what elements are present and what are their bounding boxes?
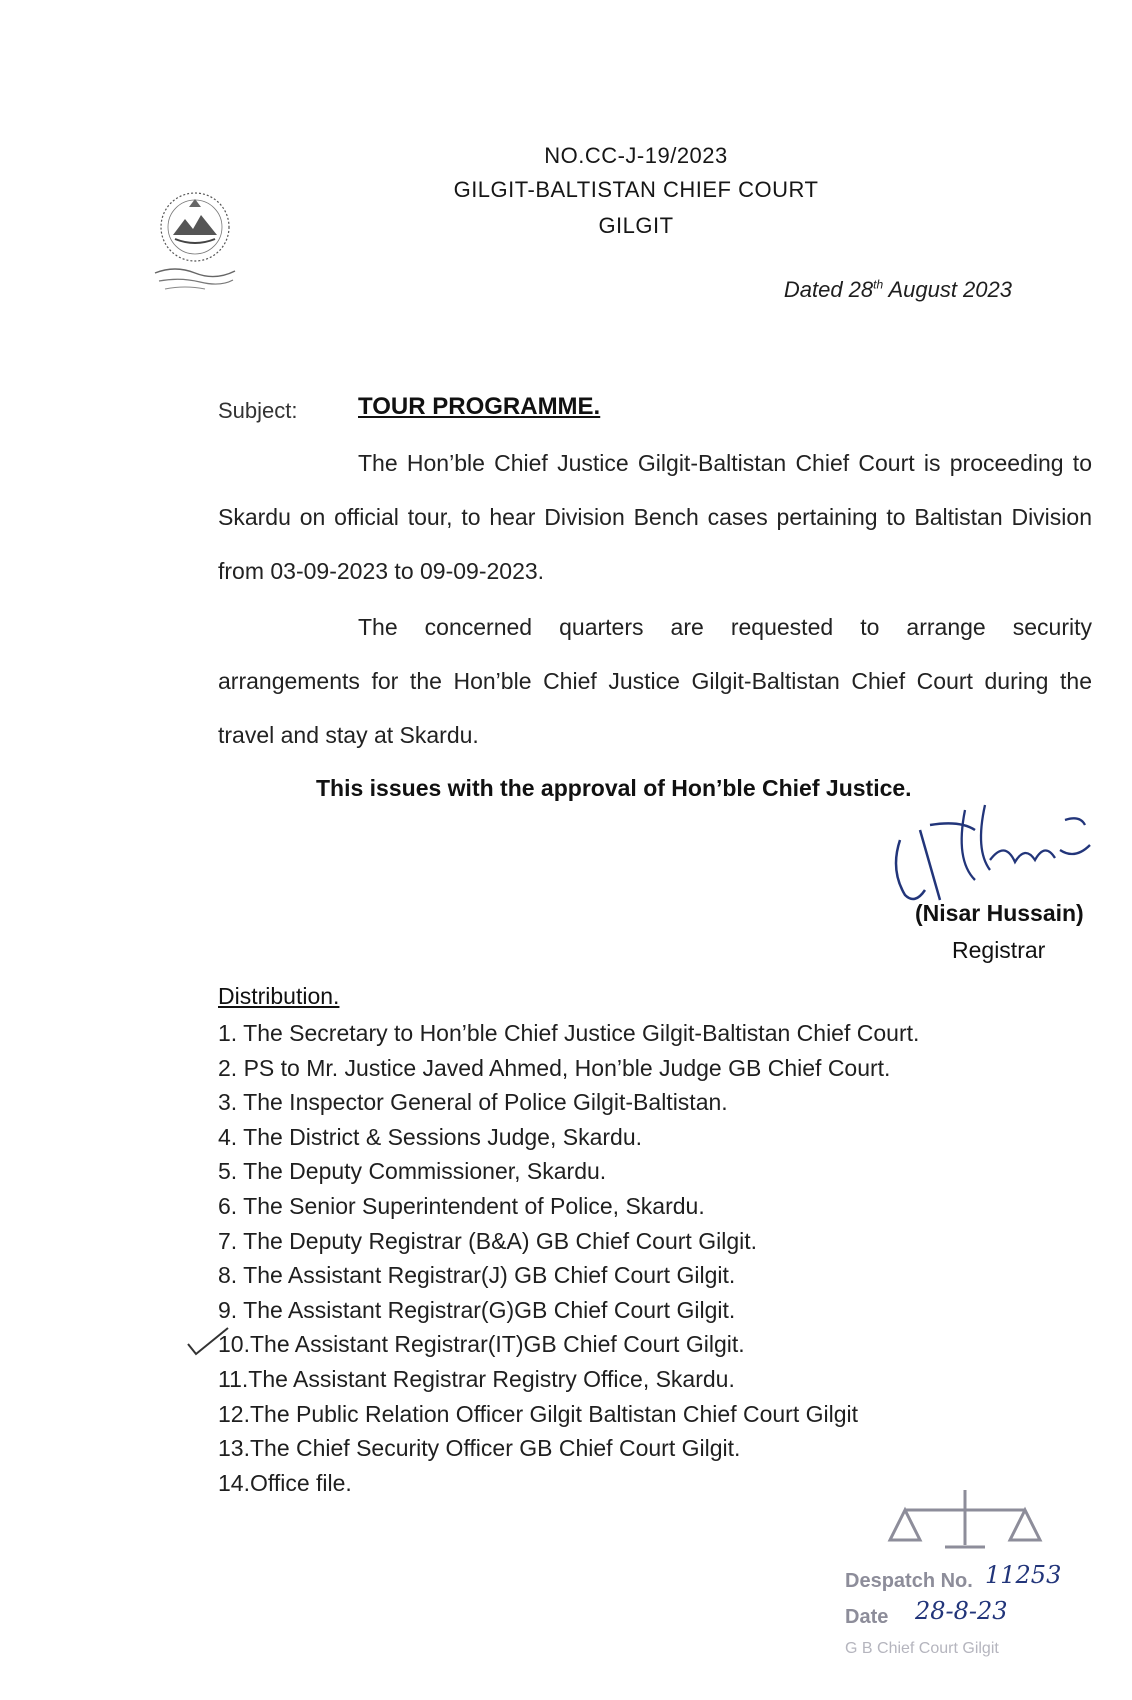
dispatch-number: 11253 [985, 1561, 1062, 1589]
scales-of-justice-icon [890, 1490, 1040, 1547]
list-item: 9. The Assistant Registrar(G)GB Chief Court Gilgit. [218, 1296, 736, 1323]
reference-number: NO.CC-J-19/2023 [544, 143, 728, 168]
subject-label: Subject: [218, 398, 298, 423]
list-item: 3. The Inspector General of Police Gilgit-Baltistan. [218, 1089, 728, 1116]
letter-date: Dated 28th August 2023 [783, 277, 1012, 302]
distribution-title: Distribution. [218, 983, 340, 1009]
body-paragraph-1: The Hon’ble Chief Justice Gilgit-Baltistan Chief Court is proceeding to Skardu on official tour, to hear Division Bench cases pertaining to Baltistan Division from 03-09-2023 to 09-09-2023. [218, 450, 1092, 584]
dispatch-office: G B Chief Court Gilgit [845, 1640, 999, 1657]
list-item: 6. The Senior Superintendent of Police, Skardu. [218, 1192, 705, 1219]
list-item: 2. PS to Mr. Justice Javed Ahmed, Hon’ble Judge GB Chief Court. [218, 1054, 891, 1081]
list-item: 4. The District & Sessions Judge, Skardu. [218, 1123, 642, 1150]
court-name: GILGIT-BALTISTAN CHIEF COURT [453, 177, 819, 202]
list-item: 10.The Assistant Registrar(IT)GB Chief Court Gilgit. [218, 1331, 745, 1358]
list-item: 13.The Chief Security Officer GB Chief Court Gilgit. [218, 1435, 741, 1462]
list-item: 12.The Public Relation Officer Gilgit Baltistan Chief Court Gilgit [218, 1400, 859, 1427]
list-item: 14.Office file. [218, 1469, 352, 1496]
list-item: 11.The Assistant Registrar Registry Office, Skardu. [218, 1365, 735, 1392]
dispatch-date-value: 28-8-23 [915, 1597, 1008, 1625]
signatory-name: (Nisar Hussain) [915, 900, 1084, 926]
distribution-list [218, 1016, 919, 1500]
dispatch-stamp [845, 1485, 1085, 1675]
list-item: 8. The Assistant Registrar(J) GB Chief Court Gilgit. [218, 1262, 736, 1289]
check-mark-icon [186, 1326, 230, 1356]
list-item: 7. The Deputy Registrar (B&A) GB Chief Court Gilgit. [218, 1227, 757, 1254]
list-item: 1. The Secretary to Hon’ble Chief Justice Gilgit-Baltistan Chief Court. [218, 1020, 920, 1046]
list-item: 5. The Deputy Commissioner, Skardu. [218, 1158, 607, 1185]
subject-title: TOUR PROGRAMME. [358, 393, 601, 420]
dispatch-label: Despatch No. [845, 1570, 973, 1592]
court-city: GILGIT [598, 213, 674, 238]
approval-statement: This issues with the approval of Hon’ble Chief Justice. [316, 775, 912, 801]
signatory-designation: Registrar [952, 937, 1046, 963]
dispatch-date-label: Date [845, 1606, 889, 1628]
body-paragraph-2: The concerned quarters are requested to arrange security arrangements for the Hon’ble Chief Justice Gilgit-Baltistan Chief Court during the travel and stay at Skardu. [218, 614, 1092, 748]
